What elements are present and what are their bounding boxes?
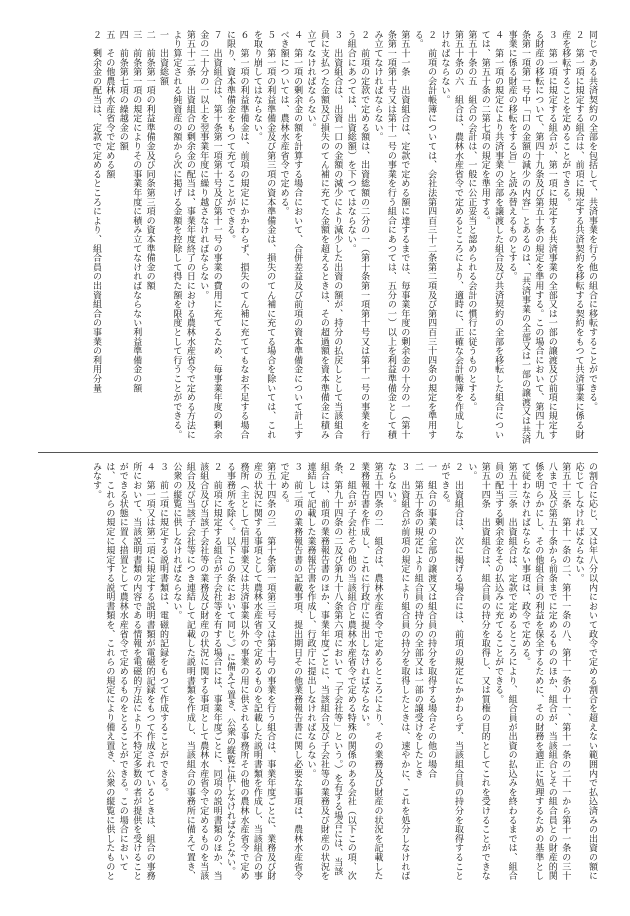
article-paragraph: 第五十条の六 組合は、農林水産省令で定めるところにより、適時に、正確な会計帳簿を作成しなければならない。 xyxy=(439,30,463,440)
article-paragraph: 二 第五十条の規定により組合員の持分の全部又は一部の譲受けをしたとき xyxy=(412,462,423,779)
article-paragraph: ２ 前項の定款で定める額は、出資総額の二分の一（第十条第一項第十号又は第十一号の事業を行う組合にあつては、出資総額）を下つてはならない。 xyxy=(345,30,370,440)
section-divider xyxy=(38,452,598,453)
article-paragraph: 三 前条第一項の規定によりその事業年度に積み立てなければならない利益準備金の額 xyxy=(131,30,142,393)
article-paragraph: 同じである共済契約の全部を包括して、共済事業を行う他の組合に移転することができる。 xyxy=(587,30,597,412)
article-paragraph: 第五十四条の二 組合は、農林水産省令で定めるところにより、その業務及び財産の状況を記載した業務報告書を作成し、これに行政庁に提出しなければならない。 xyxy=(359,462,383,881)
article-paragraph: ２ 剰余金の配当は、定款で定めるところにより、組合員の出資組合の事業の利用分量 xyxy=(90,30,101,393)
article-paragraph: ７ 出資組合は、第十条第一項第十号及び第十一号の事業の費用に充てるため、毎事業年度の剰余金の二十分の一以上を翌事業年度に繰り越さなければならない。 xyxy=(198,30,222,440)
article-paragraph: 五 その他農林水産省令で定める額 xyxy=(104,30,115,179)
article-paragraph: 一 組合の事業の全部の譲渡又は組合員の持分を取得する場合その他の場合 xyxy=(426,462,437,779)
article-paragraph: の割合に応じ、又は年八分以内において政令で定める割合を超えない範囲内で払込済みの出資の額に応じてしなければならない。 xyxy=(573,462,597,881)
article-paragraph: ５ 第一項の利益準備金及び第三項の資本準備金は、損失のてん補に充てる場合を除いては、これを取り崩してはならない。 xyxy=(251,30,276,440)
article-paragraph: ３ 第一項に規定する組合が、第一項に規定する共済事業の全部又は一部の譲渡及び前項に規定する財産の移転について、第四十九条及び第五十条の規定を準用する。この場合において、第四十九条第一項第一号中「口の金額の減少の内容」とあるのは、「共済事業の全部又は一部の譲渡又は共済事業に係る財産の移転をする旨」と読み替えるものとする。 xyxy=(506,30,557,444)
article-paragraph: ３ 前二項に規定する説明書類は、電磁的記録をもつて作成することができる。 xyxy=(158,462,168,797)
article-paragraph: ６ 第一項の利益準備金は、前項の規定にかかわらず、損失のてん補に充ててもなお不足する場合に限り、資本準備金をもつて充てることができる。 xyxy=(225,30,249,440)
article-paragraph: 四 前条第七項の繰越金の額 xyxy=(117,30,128,151)
article-paragraph: 第五十三条 第十一条の二、第十一条の八、第十一条の十一、第十一条の二十一から第十一条の三十八まで及び第五十条から前条までに定めるもののほか、組合が、当該組合とその組合員との財産的関係を明らかにし、その他組合員の利益を保全するために、その財務を適正に処理するための基準として従わなければならない事項は、政令で定める。 xyxy=(519,462,571,881)
article-paragraph: ３ 前二項の業務報告書の記載事項、提出期日その他業務報告書に関し必要な事項は、農林水産省令で定める。 xyxy=(278,462,303,881)
article-paragraph: 第五十一条 出資組合は、定款で定める額に達するまでは、毎事業年度の剰余金の十分の一（第十条第一項第十号又は第十一号の事業を行う組合にあつては、五分の一）以上を利益準備金として積み立てなければならない。 xyxy=(372,30,410,440)
article-paragraph: 一 出資総額 xyxy=(158,30,168,86)
article-paragraph: 二 前条第一項の利益準備金及び同条第三項の資本準備金の額 xyxy=(144,30,155,291)
article-paragraph: 第五十二条 出資組合の剰余金の配当は、事業年度終了の日における農林水産省令で定める方法により算定される純資産の額から次に掲げる金額を控除して得た額を限度として行うことができる。 xyxy=(171,30,195,440)
article-paragraph: 第五十条の五 組合の会計は、一般に公正妥当と認められる会計の慣行に従うものとする。 xyxy=(466,30,477,412)
article-paragraph: 第五十三条 出資組合は、定款で定めるところにより、組合員が出資の払込みを終わるまでは、組合員の配当する剰余金をその払込みに充てることができる。 xyxy=(493,462,517,881)
article-paragraph: ３ 出資組合は、出資一口の金額の減少により減少した出資の額が、持分の払戻しとして当該組合員に支払つた金額及び損失のてん補に充てた金額を超えるときは、その超過額を資本準備金に積み立てなければならない。 xyxy=(305,30,343,440)
article-paragraph: ２ 前項の会計帳簿については、会社法第四百三十二条第二項及び第四百三十四条の規定を準用する。 xyxy=(412,30,437,440)
article-paragraph: ３ 出資組合が前項の規定により組合員の持分を取得したときは、速やかに、これを処分しなければならない。 xyxy=(385,462,410,881)
upper-text-block xyxy=(38,30,598,445)
article-paragraph: ４ 第一項又は第二項に規定する説明書類が電磁的記録をもつて作成されているときは、組合の事務所において、当該説明書類の内容である情報を電磁的方法により不特定多数の者が提供を受けることができる状態に置く措置として農林水産省令で定めるものをとることができる。この場合においては、これらの規定に規定する説明書類を、これらの規定により備え置き、公衆の縦覧に供したものとみなす。 xyxy=(90,462,155,881)
article-paragraph: ２ 前項に規定する組合が子会社等を有する場合には、事業年度ごとに、同項の説明書類のほか、当該組合及び当該子会社等の業務及び財産の状況に関する事項として農林水産省令で定めるものを当該組合及び当該子会社等につき連結して記載した説明書類を作成し、当該組合の事務所に備えて置き、公衆の縦覧に供しなければならない。 xyxy=(171,462,222,881)
article-paragraph: ２ 組合が子会社その他の当該組合と農林水産省令で定める特殊の関係のある会社（以下この項、次条、第九十四条の二及び第九十八条第六項において「子会社等」という。）を有する場合には、当該組合は、前項の業務報告書のほか、事業年度ごとに、当該組合及び子会社等の業務及び財産の状況を連結して記載した業務報告書を作成し、行政庁に提出しなければならない。 xyxy=(305,462,356,881)
article-paragraph: ２ 第一項に規定する組合は、前項に規定する共済契約を移転する契約をもつて共済事業に係る財産を移転することを定めることができる。 xyxy=(560,30,584,440)
article-paragraph: ２ 出資組合は、次に掲げる場合には、前項の規定にかかわらず、当該組合員の持分を取得することができる。 xyxy=(439,462,463,881)
lower-text-block xyxy=(38,462,598,882)
article-paragraph: 第五十四条 出資組合は、組合員の持分を取得し、又は質権の目的としてこれを受けることができない。 xyxy=(466,462,490,881)
article-paragraph: 第五十四条の三 第十条第一項第三号又は第十号の事業を行う組合は、事業年度ごとに、業務及び財産の状況に関する事項として農林水産省令で定めるものを記載した説明書類を作成し、当該組合の事務所（主として信用事業又は共済事業以外の事業の用に供される事務所その他の農林水産省令で定める事務所を除く。以下この条において同じ。）に備えて置き、公衆の縦覧に供しなければならない。 xyxy=(225,462,276,881)
article-paragraph: ４ 第一項の規定により共済事業の全部を譲渡した組合及び共済契約の全部を移転した組合については、第五十条の二第七項の規定を準用する。 xyxy=(479,30,504,440)
article-paragraph: ４ 第一項の剰余金の額を計算する場合において、合併差益及び前項の資本準備金について計上すべき額については、農林水産省令で定める。 xyxy=(278,30,303,440)
